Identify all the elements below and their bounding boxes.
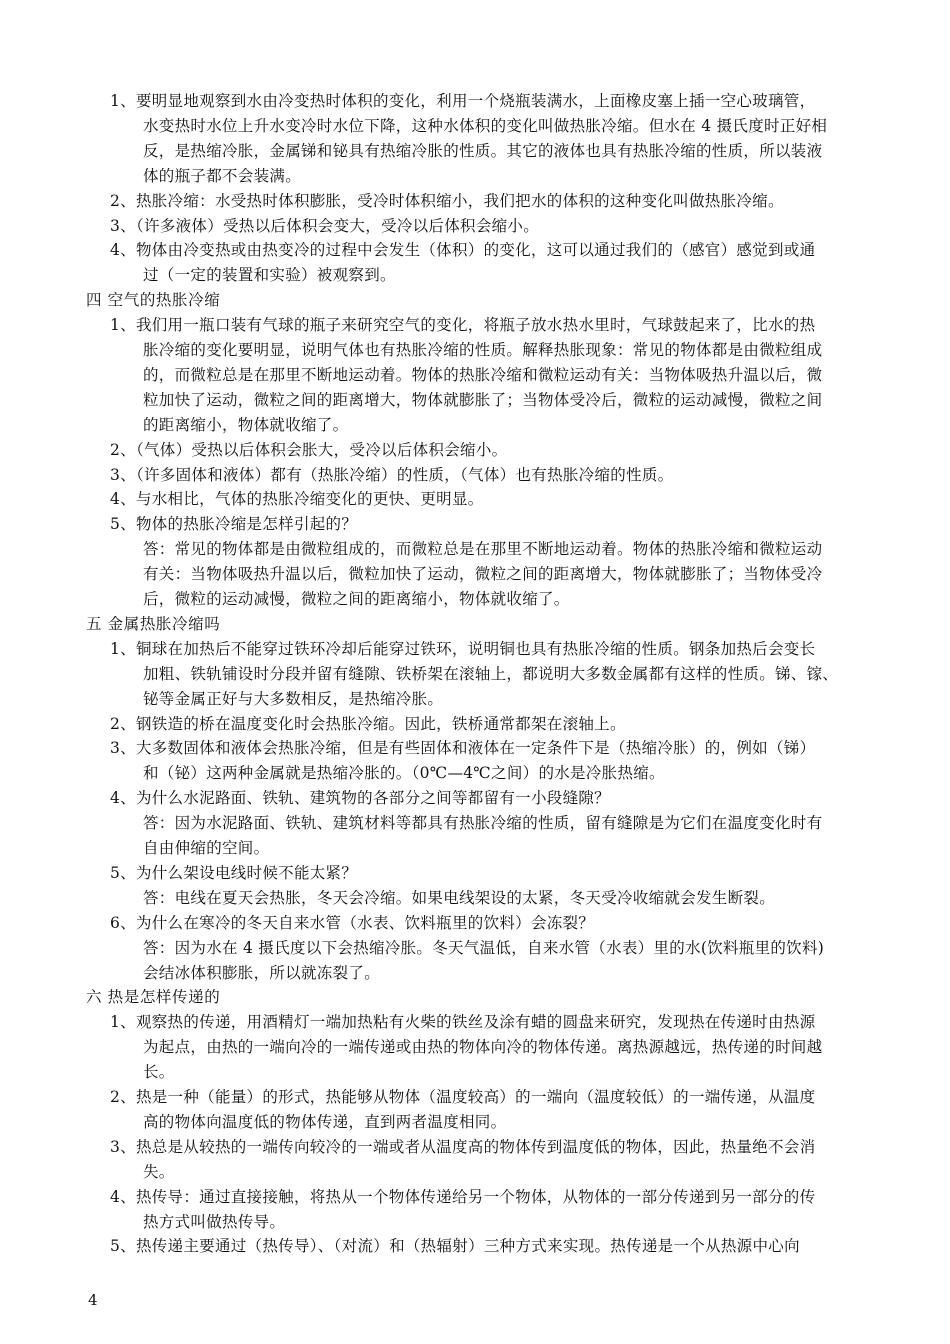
text-line: 3、（许多液体）受热以后体积会变大，受冷以后体积会缩小。 [110,216,540,235]
text-line: 反，是热缩冷胀，金属锑和铋具有热缩冷胀的性质。其它的液体也具有热胀冷缩的性质，所以装液 [143,141,823,160]
text-line: 4、物体由冷变热或由热变冷的过程中会发生（体积）的变化，这可以通过我们的（感官）感觉到或通 [110,241,816,260]
text-line: 铋等金属正好与大多数相反，是热缩冷胀。 [143,689,444,708]
text-line: 为起点，由热的一端向冷的一端传递或由热的物体向冷的物体传递。离热源越远，热传递的时间越 [143,1038,823,1057]
page-number: 4 [88,1291,98,1309]
text-line: 4、与水相比，气体的热胀冷缩变化的更快、更明显。 [110,490,484,509]
text-line: 答：因为水在 4 摄氏度以下会热缩冷胀。冬天气温低，自来水管（水表）里的水(饮料瓶里的饮料) [143,938,825,957]
text-line: 加粗、铁轨铺设时分段并留有缝隙、铁桥架在滚轴上，都说明大多数金属都有这样的性质。锑、镓、 [143,664,839,683]
text-line: 有关：当物体吸热升温以后，微粒加快了运动，微粒之间的距离增大，物体就膨胀了；当物体受冷 [143,565,823,584]
text-line: 2、热胀冷缩：水受热时体积膨胀，受冷时体积缩小，我们把水的体积的这种变化叫做热胀冷缩。 [110,191,784,210]
text-line: 1、我们用一瓶口装有气球的瓶子来研究空气的变化，将瓶子放水热水里时，气球鼓起来了，比水的热 [110,316,816,335]
text-line: 水变热时水位上升水变冷时水位下降，这种水体积的变化叫做热胀冷缩。但水在 4 摄氏度时正好相 [143,116,828,135]
text-line: 答：电线在夏天会热胀，冬天会冷缩。如果电线架设的太紧，冬天受冷收缩就会发生断裂。 [143,888,776,907]
text-line: 1、观察热的传递，用酒精灯一端加热粘有火柴的铁丝及涂有蜡的圆盘来研究，发现热在传递时由热源 [110,1013,816,1032]
text-line: 的距离缩小，物体就收缩了。 [143,415,349,434]
text-line: 2、钢铁造的桥在温度变化时会热胀冷缩。因此，铁桥通常都架在滚轴上。 [110,714,626,733]
text-line: 5、物体的热胀冷缩是怎样引起的？ [110,515,358,534]
text-line: 热方式叫做热传导。 [143,1212,286,1231]
text-line: 过（一定的装置和实验）被观察到。 [143,266,396,285]
text-line: 5、为什么架设电线时候不能太紧？ [110,863,358,882]
text-line: 3、热总是从较热的一端传向较冷的一端或者从温度高的物体传到温度低的物体，因此，热量绝不会消 [110,1137,816,1156]
text-line: 和（铋）这两种金属就是热缩冷胀的。（0℃—4℃之间）的水是冷胀热缩。 [143,764,665,783]
text-line: 1、铜球在加热后不能穿过铁环冷却后能穿过铁环，说明铜也具有热胀冷缩的性质。钢条加热后会变长 [110,639,816,658]
text-line: 的，而微粒总是在那里不断地运动着。物体的热胀冷缩和微粒运动有关：当物体吸热升温以后，微 [143,365,823,384]
text-line: 粒加快了运动，微粒之间的距离增大，物体就膨胀了；当物体受冷后，微粒的运动减慢，微粒之间 [143,390,823,409]
text-line: 会结冰体积膨胀，所以就冻裂了。 [143,963,381,982]
text-line: 3、大多数固体和液体会热胀冷缩，但是有些固体和液体在一定条件下是（热缩冷胀）的，例如（锑） [110,739,816,758]
text-line: 胀冷缩的变化要明显，说明气体也有热胀冷缩的性质。解释热胀现象：常见的物体都是由微粒组成 [143,341,823,359]
section-heading: 六 热是怎样传递的 [86,988,221,1007]
text-line: 答：因为水泥路面、铁轨、建筑材料等都具有热胀冷缩的性质，留有缝隙是为它们在温度变化时有 [143,814,823,833]
section-heading: 四 空气的热胀冷缩 [86,291,221,310]
text-line: 后，微粒的运动减慢，微粒之间的距离缩小，物体就收缩了。 [143,590,570,608]
text-line: 长。 [143,1063,175,1082]
text-line: 5、热传递主要通过（热传导）、（对流）和（热辐射）三种方式来实现。热传递是一个从热源中心向 [110,1237,800,1256]
text-line: 失。 [143,1162,175,1181]
section-heading: 五 金属热胀冷缩吗 [86,614,221,633]
text-line: 1、要明显地观察到水由冷变热时体积的变化，利用一个烧瓶装满水，上面橡皮塞上插一空心玻璃管， [110,92,816,110]
text-line: 高的物体向温度低的物体传递，直到两者温度相同。 [143,1112,507,1131]
text-line: 自由伸缩的空间。 [143,839,270,857]
text-line: 4、为什么水泥路面、铁轨、建筑物的各部分之间等都留有一小段缝隙？ [110,789,610,808]
text-line: 4、热传导：通过直接接触，将热从一个物体传递给另一个物体，从物体的一部分传递到另一部分的传 [110,1187,816,1206]
text-line: 6、为什么在寒冷的冬天自来水管（水表、饮料瓶里的饮料）会冻裂？ [110,913,595,932]
text-line: 2、（气体）受热以后体积会胀大，受冷以后体积会缩小。 [110,440,508,459]
text-line: 答：常见的物体都是由微粒组成的，而微粒总是在那里不断地运动着。物体的热胀冷缩和微粒运动 [143,540,823,559]
text-line: 体的瓶子都不会装满。 [143,166,302,185]
text-line: 2、热是一种（能量）的形式，热能够从物体（温度较高）的一端向（温度较低）的一端传递，从温度 [110,1088,816,1106]
text-line: 3、（许多固体和液体）都有（热胀冷缩）的性质，（气体）也有热胀冷缩的性质。 [110,465,674,484]
